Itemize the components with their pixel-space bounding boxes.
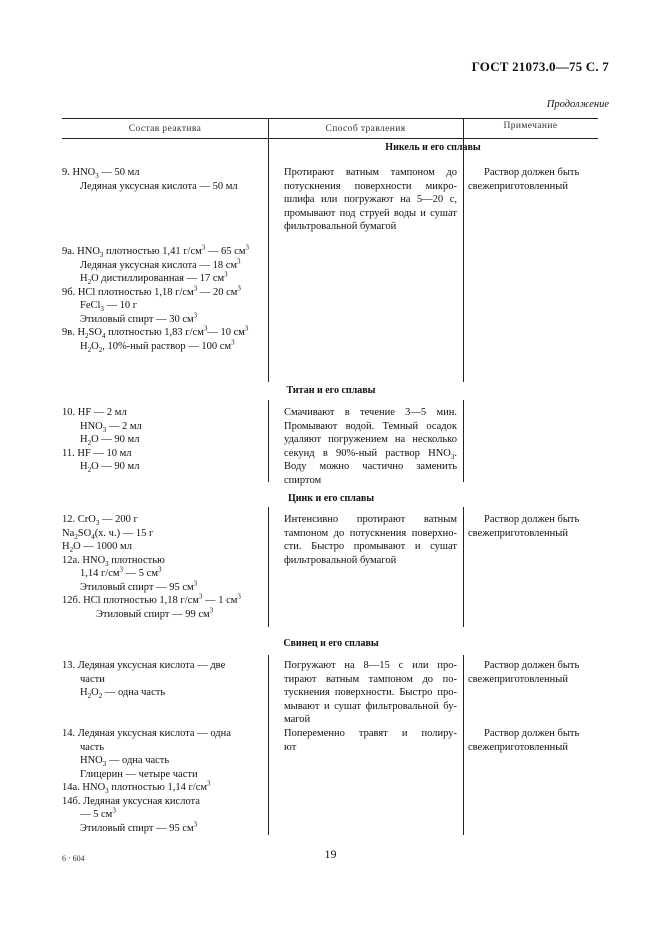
reagent-line: Ледяная уксусная кислота — 50 мл [80,180,238,192]
method-line: ют [284,741,297,753]
column-header-method: Способ травления [325,124,406,134]
method-line: мывают и сушат фильтровальной бу- [284,700,457,712]
reagent-line: Ледяная уксусная кислота — 18 $см^3$ [80,257,241,271]
reagent-line: Глицерин — четыре части [80,768,198,780]
method-line: фильтровальной бумагой [284,554,397,566]
column-header-note: Примечание [503,121,558,131]
method-line: шлифа или погружают на 5—20 с, [284,194,457,205]
section-title-zinc: Цинк и его сплавы [287,493,375,504]
method-cell-9 [284,166,457,234]
column-divider-2b [463,400,464,482]
reagent-cell-9 [62,166,267,193]
method-line: тирают ватным тампоном до по- [284,673,457,685]
method-line: Промывают водой. Темный осадок [284,420,457,432]
note-line: Раствор должен быть [484,514,580,525]
reagent-line: $HNO_3$ — 2 мл [80,420,142,434]
column-header-reagent: Состав реактива [128,124,202,134]
reagent-line: 12а. $HNO_3$ плотностью [62,554,165,568]
reagent-line: — 5 $см^3$ [80,806,116,820]
method-line: промывают под струей воды и сушат [284,207,457,219]
reagent-line: $Na_2SO_4(х$. ч.) — 15 г [62,527,154,541]
column-divider-1d [268,655,269,835]
reagent-line: $HNO_3$ — одна часть [80,755,170,769]
reagent-line: $H_2O$ — 1000 мл [62,541,132,555]
reagent-line: Этиловый спирт — 30 $см^3$ [80,311,198,325]
method-line: тампоном до потускнения поверхно- [284,527,457,539]
note-line: Раствор должен быть [484,167,580,178]
note-line: Раствор должен быть [484,728,580,739]
method-line: магой [284,714,311,725]
reagent-cell-9a [62,245,267,353]
page-number: 19 [324,847,337,861]
column-divider-1c [268,507,269,627]
method-line: Попеременно травят и полиру- [284,728,457,739]
reagent-line: $H_2O$ — 90 мл [80,461,140,475]
reagent-cell-12 [62,513,267,621]
standard-title: ГОСТ 21073.0—75 С. 7 [471,59,609,74]
section-title-lead: Свинец и его сплавы [283,638,379,649]
print-code: 6 · 604 [62,854,85,863]
method-line: сти. Быстро промывают и сушат [284,541,457,552]
column-divider-2 [463,118,464,382]
reagent-line: Этиловый спирт — 99 $см^3$ [96,606,214,620]
continuation-label: Продолжение [546,99,609,110]
note-line: свежеприготовленный [468,527,568,539]
reagent-line: 9а. $HNO_3$ плотностью 1,41 $г/см^3$ — 65 $см^3$ [62,243,249,260]
method-line: Смачивают в течение 3—5 мин. [284,407,457,418]
method-line: Погружают на 8—15 с или про- [284,660,457,671]
reagent-cell-13 [62,659,267,700]
method-cell-13 [284,659,457,727]
reagent-line: $H_2O_2$, 10%-ный раствор — 100 $см^3$ [80,338,235,354]
reagent-line: 14а. $HNO_3$ плотностью 1,14 $г/см^3$ [62,779,211,796]
note-line: свежеприготовленный [468,741,568,753]
method-line: Воду можно частично заменить [284,461,457,472]
note-cell-12 [468,513,600,540]
method-cell-14 [284,727,457,754]
method-cell-12 [284,513,457,567]
reagent-line: 1,14 $г/см^3$ — 5 $см^3$ [80,565,162,579]
column-divider-2c [463,507,464,627]
reagent-line: Этиловый спирт — 95 $см^3$ [80,820,198,834]
method-line: Протирают ватным тампоном до [284,167,457,178]
method-line: удаляют погружением на несколько [284,434,457,445]
reagent-line: часть [80,741,104,753]
note-cell-14 [468,727,600,754]
method-cell-10 [284,406,457,487]
reagent-line: FeCl$_3$ — 10 г [80,300,138,314]
reagent-line: 9б. HCl плотностью 1,18 $г/см^3$ — 20 $см^3$ [62,284,241,298]
table-top-rule [62,118,598,119]
reagent-line: 12б. HCl плотностью 1,18 $г/см^3$ — 1 $см^3$ [62,592,241,606]
method-line: Интенсивно протирают ватным [284,514,457,525]
method-line: фильтровальной бумагой [284,221,397,232]
column-divider-1b [268,400,269,482]
note-line: Раствор должен быть [484,660,580,671]
column-divider-1 [268,118,269,382]
reagent-cell-10 [62,406,267,474]
method-line: секунд в 90%-ный раствор $HNO_3$. [284,447,457,461]
reagent-line: 9в. $H_2SO_4$ плотностью 1,83 $г/см^3—$ 10 $см^3$ [62,324,249,341]
reagent-line: 9. $HNO_3$ — 50 мл [62,167,140,181]
note-line: свежеприготовленный [468,180,568,192]
reagent-line: 11. HF — 10 мл [62,447,132,459]
reagent-line: $H_2O_2$ — одна часть [80,687,166,701]
reagent-line: 14б. Ледяная уксусная кислота [62,795,200,807]
reagent-line: части [80,673,105,685]
method-line: потускнения поверхности микро- [284,180,457,192]
reagent-line: 12. CrO$_3$ — 200 г [62,514,138,528]
reagent-line: 14. Ледяная уксусная кислота — одна [62,728,231,739]
reagent-cell-14 [62,727,267,835]
column-divider-2d [463,655,464,835]
table-header-rule [62,138,598,139]
method-line: тускнения поверхности. Быстро про- [284,687,457,698]
note-line: свежеприготовленный [468,673,568,685]
section-title-titanium: Титан и его сплавы [286,385,376,396]
reagent-line: $H_2O$ дистиллированная — 17 $см^3$ [80,270,228,287]
reagent-line: Этиловый спирт — 95 $см^3$ [80,579,198,593]
note-cell-13 [468,659,600,686]
reagent-line: 10. HF — 2 мл [62,407,127,418]
reagent-line: 13. Ледяная уксусная кислота — две [62,660,226,671]
section-title-nickel: Никель и его сплавы [385,142,481,153]
method-line: спиртом [284,474,322,486]
note-cell-9 [468,166,600,193]
reagent-line: $H_2O$ — 90 мл [80,434,140,448]
